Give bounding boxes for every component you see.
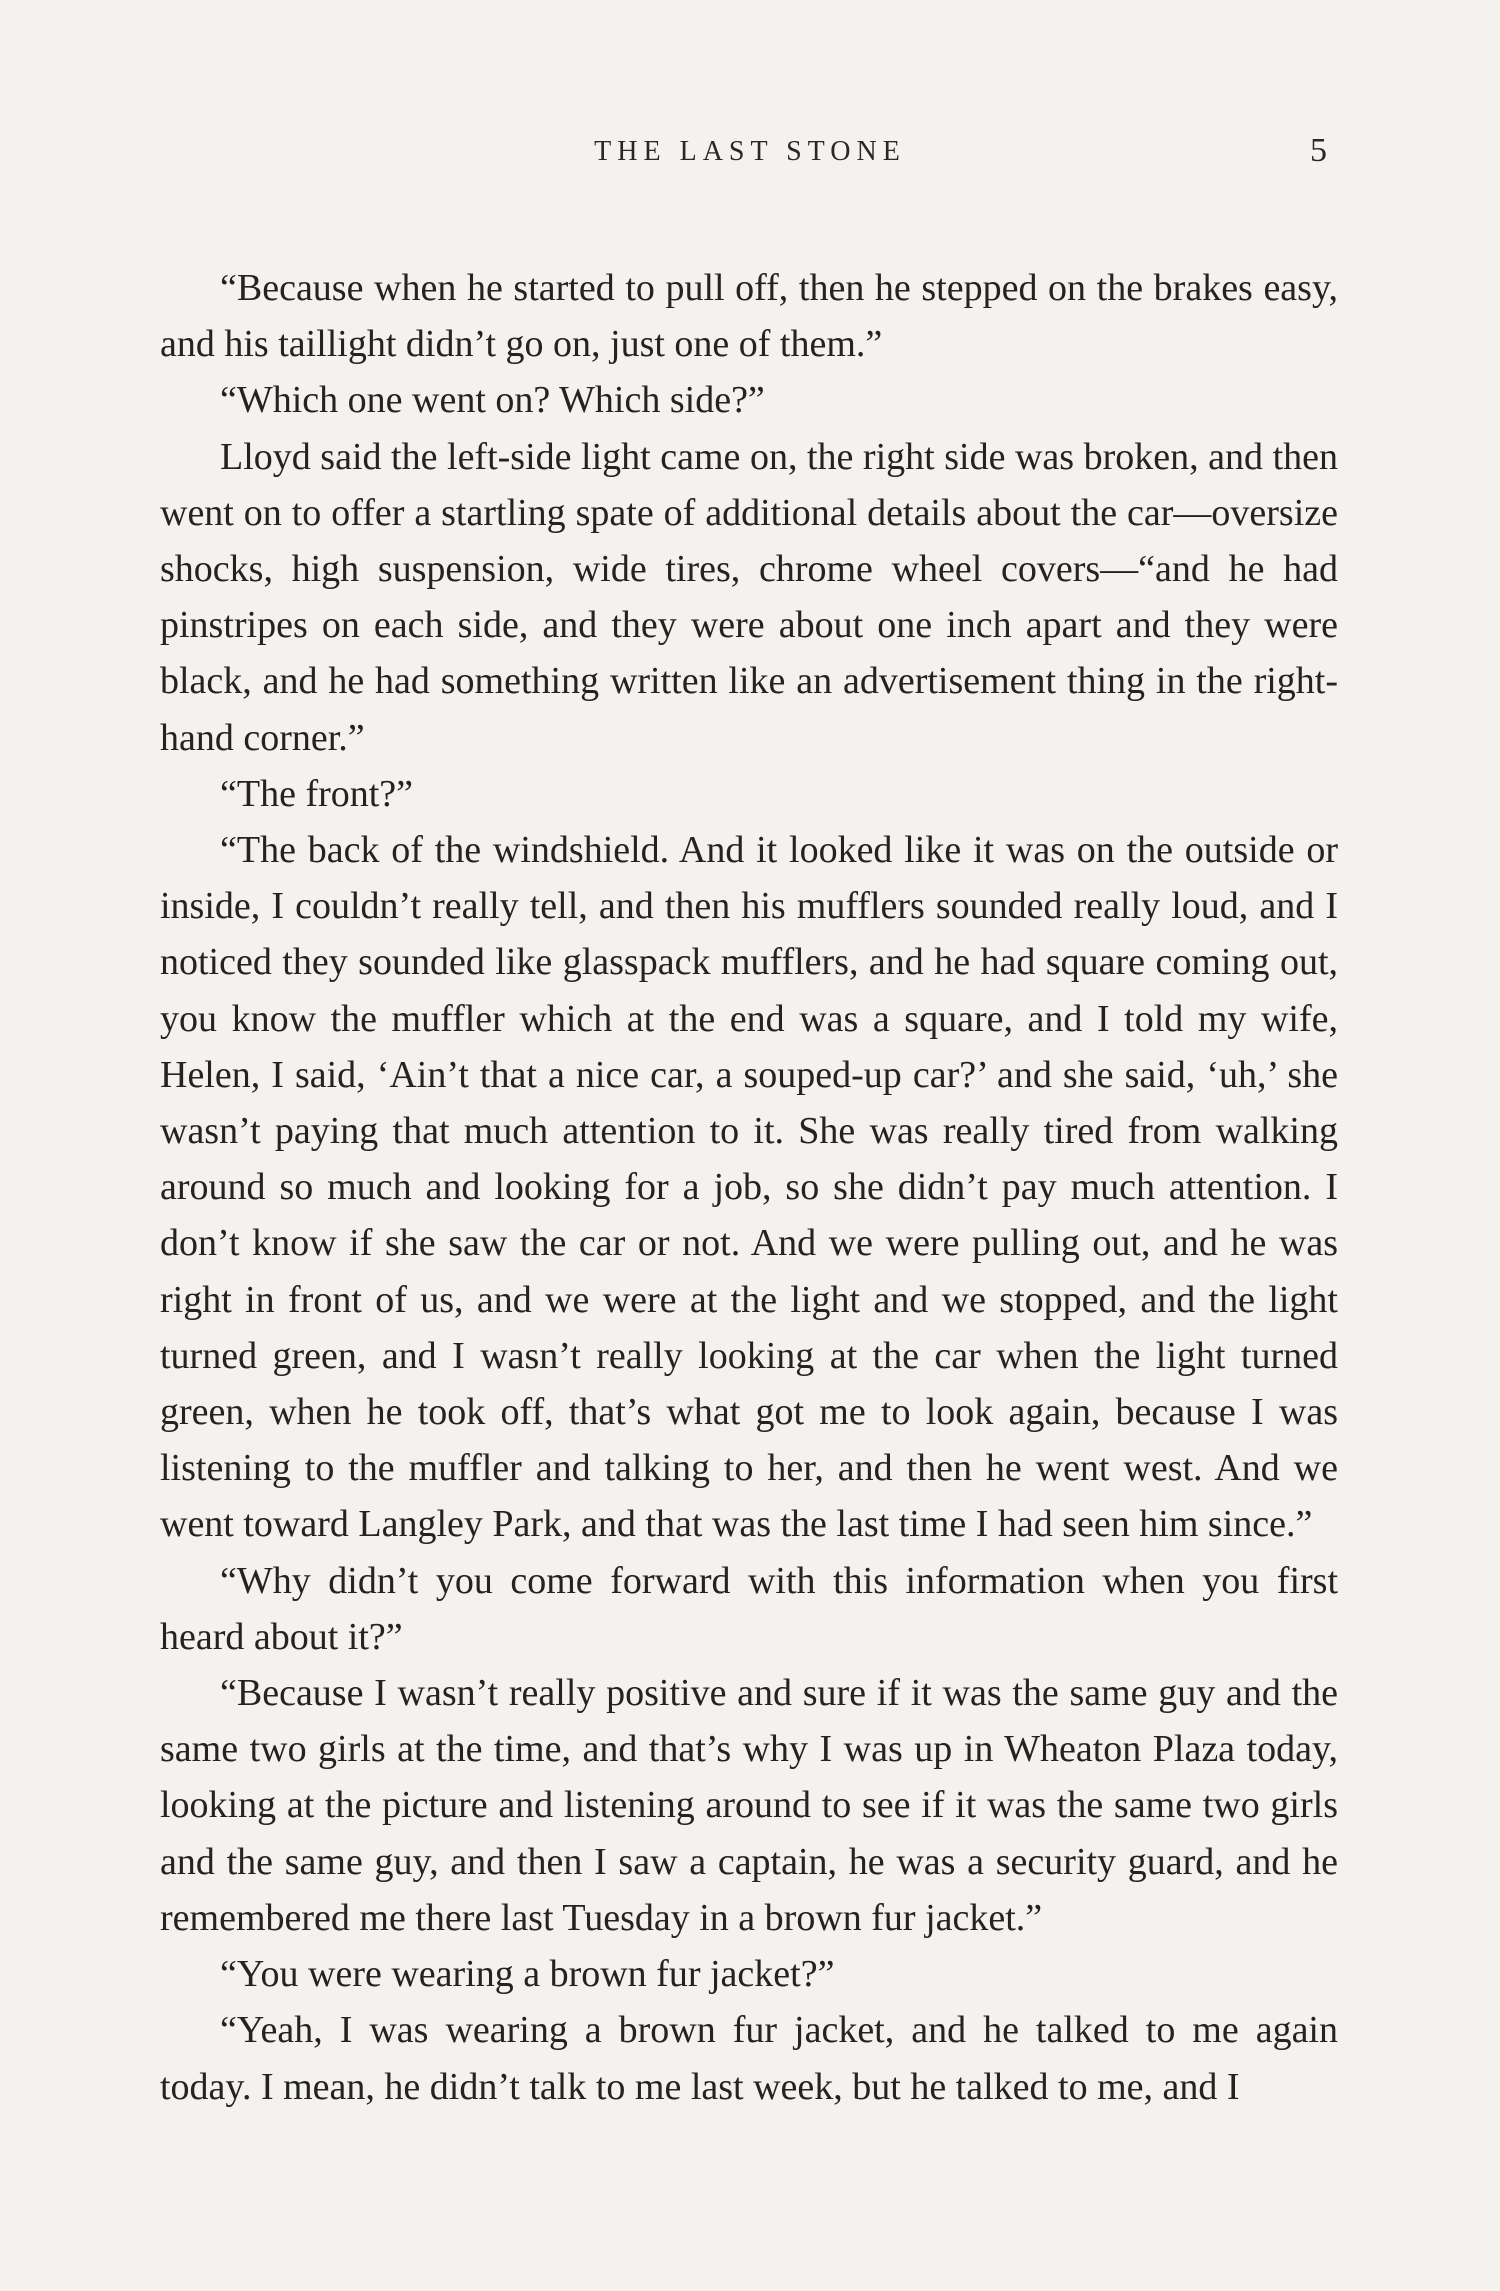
running-head [0, 132, 1500, 176]
paragraph: “Why didn’t you come forward with this information when you first heard about it?” [160, 1559, 1338, 1658]
paragraph: “Because I wasn’t really positive and sure if it was the same guy and the same two girls at the time, and that’s why I was up in Wheaton Plaza today, looking at the picture and listening around to see if it was the same two girls and the same guy, and then I saw a captain, he was a security guard, and he remembered me there last Tuesday in a brown fur jacket.” [160, 1672, 1338, 1939]
paragraph: “Yeah, I was wearing a brown fur jacket, and he talked to me again today. I mean, he didn’t talk to me last week, but he talked to me, and I [160, 2009, 1338, 2108]
paragraph: “The front?” [220, 772, 414, 815]
running-title: THE LAST STONE [594, 136, 906, 167]
paragraph: “You were wearing a brown fur jacket?” [220, 1953, 835, 1996]
paragraph: “Which one went on? Which side?” [220, 379, 765, 422]
page-number: 5 [1310, 132, 1327, 169]
paragraph: “The back of the windshield. And it looked like it was on the outside or inside, I couldn’t really tell, and then his mufflers sounded really loud, and I noticed they sounded like glasspack mufflers, and he had square coming out, you know the muffler which at the end was a square, and I told my wife, Helen, I said, ‘Ain’t that a nice car, a souped-up car?’ and she said, ‘uh,’ she wasn’t paying that much attention to it. She was really tired from walking around so much and looking for a job, so she didn’t pay much attention. I don’t know if she saw the car or not. And we were pulling out, and he was right in front of us, and we were at the light and we stopped, and the light turned green, and I wasn’t really looking at the car when the light turned green, when he took off, that’s what got me to look again, because I was listening to the muffler and talking to her, and then he went west. And we went toward Langley Park, and that was the last time I had seen him since.” [160, 829, 1338, 1546]
body-text [160, 260, 1338, 2115]
paragraph: “Because when he started to pull off, then he stepped on the brakes easy, and his taillight didn’t go on, just one of them.” [160, 267, 1338, 366]
paragraph: Lloyd said the left-side light came on, the right side was broken, and then went on to offer a startling spate of additional details about the car—oversize shocks, high suspension, wide tires, chrome wheel covers—“and he had pinstripes on each side, and they were about one inch apart and they were black, and he had something written like an advertisement thing in the right-hand corner.” [160, 435, 1338, 759]
